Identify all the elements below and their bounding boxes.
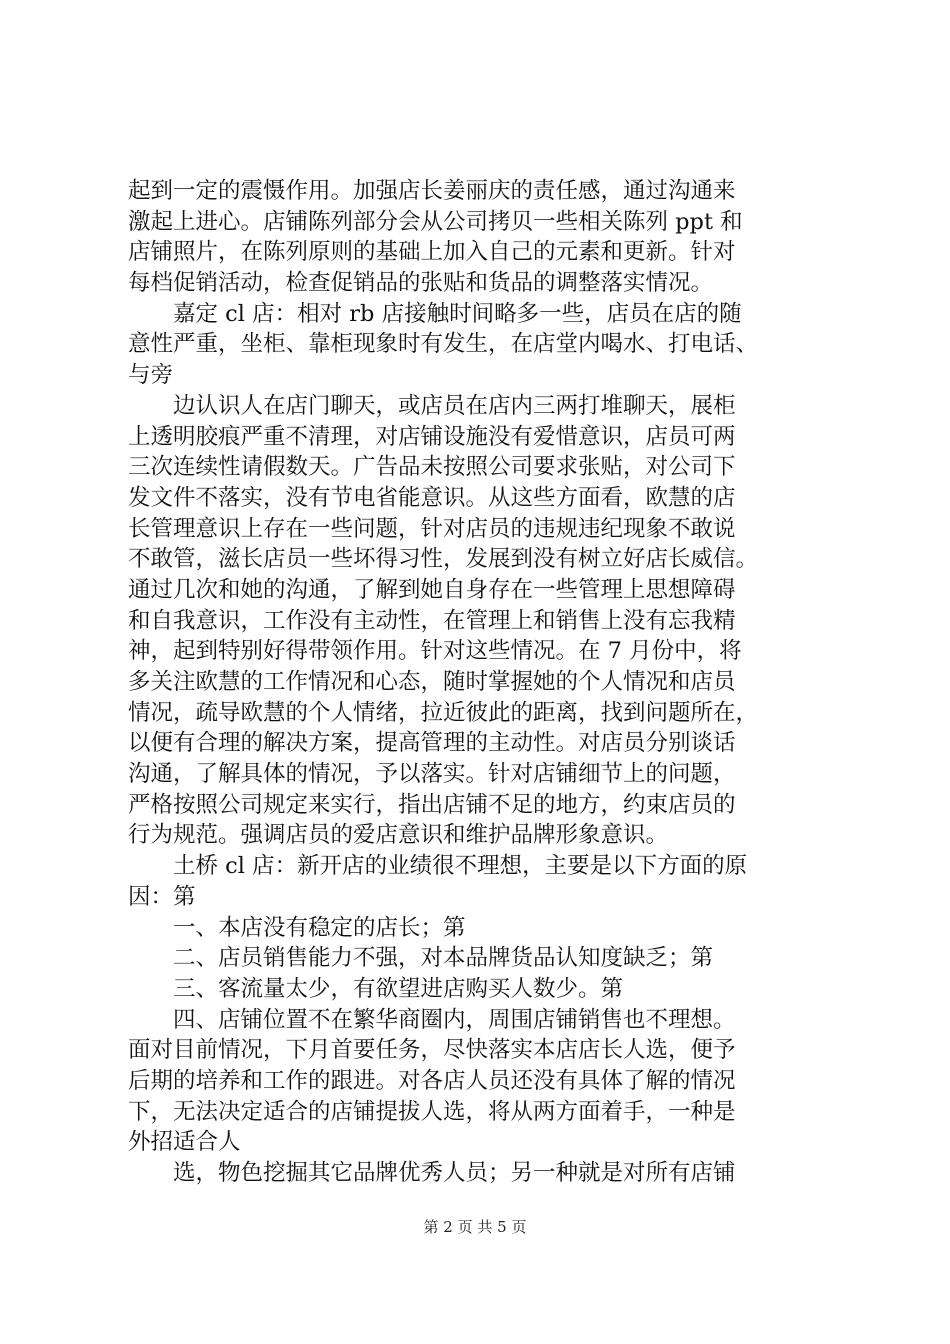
- text-line: 面对目前情况，下月首要任务，尽快落实本店店长人选，便予: [128, 1037, 736, 1064]
- text-line: 二、店员销售能力不强，对本品牌货品认知度缺乏；第: [173, 945, 714, 972]
- text-line: 土桥 cl 店：新开店的业绩很不理想，主要是以下方面的原: [173, 853, 748, 880]
- text-line: 行为规范。强调店员的爱店意识和维护品牌形象意识。: [128, 822, 669, 849]
- text-line: 起到一定的震慑作用。加强店长姜丽庆的责任感，通过沟通来: [128, 178, 736, 204]
- text-line: 后期的培养和工作的跟进。对各店人员还没有具体了解的情况: [128, 1067, 736, 1094]
- page-footer: 第 2 页 共 5 页: [423, 1218, 527, 1236]
- text-line: 沟通，了解具体的情况，予以落实。针对店铺细节上的问题，: [128, 761, 736, 788]
- text-line: 不敢管，滋长店员一些坏得习性，发展到没有树立好店长威信。: [128, 546, 759, 573]
- text-line: 外招适合人: [128, 1129, 241, 1156]
- text-line: 边认识人在店门聊天，或店员在店内三两打堆聊天，展柜: [173, 392, 736, 419]
- text-line: 严格按照公司规定来实行，指出店铺不足的地方，约束店员的: [128, 791, 736, 818]
- text-line: 与旁: [128, 362, 174, 389]
- text-line: 因：第: [128, 883, 196, 910]
- text-line: 每档促销活动，检查促销品的张贴和货品的调整落实情况。: [128, 270, 714, 297]
- text-line: 通过几次和她的沟通，了解到她自身存在一些管理上思想障碍: [128, 576, 736, 603]
- text-line: 四、店铺位置不在繁华商圈内，周围店铺销售也不理想。: [173, 1006, 736, 1033]
- text-line: 三、客流量太少，有欲望进店购买人数少。第: [173, 975, 624, 1002]
- document-body: [128, 176, 828, 1189]
- text-line: 发文件不落实，没有节电省能意识。从这些方面看，欧慧的店: [128, 484, 736, 511]
- text-line: 情况，疏导欧慧的个人情绪，拉近彼此的距离，找到问题所在，: [128, 699, 759, 726]
- text-line: 激起上进心。店铺陈列部分会从公司拷贝一些相关陈列 ppt 和: [128, 208, 743, 235]
- text-line: 下，无法决定适合的店铺提拔人选，将从两方面着手，一种是: [128, 1098, 736, 1125]
- text-line: 神，起到特别好得带领作用。针对这些情况。在 7 月份中，将: [128, 638, 742, 665]
- text-line: 一、本店没有稳定的店长；第: [173, 914, 466, 941]
- text-line: 以便有合理的解决方案，提高管理的主动性。对店员分别谈话: [128, 730, 736, 757]
- text-line: 嘉定 cl 店：相对 rb 店接触时间略多一些，店员在店的随: [173, 300, 742, 327]
- text-line: 三次连续性请假数天。广告品未按照公司要求张贴，对公司下: [128, 454, 736, 481]
- text-line: 长管理意识上存在一些问题，针对店员的违规违纪现象不敢说: [128, 515, 736, 542]
- text-line: 和自我意识，工作没有主动性，在管理上和销售上没有忘我精: [128, 607, 736, 634]
- text-line: 意性严重，坐柜、靠柜现象时有发生，在店堂内喝水、打电话、: [128, 331, 759, 358]
- text-line: 上透明胶痕严重不清理，对店铺设施没有爱惜意识，店员可两: [128, 423, 736, 450]
- text-line: 选，物色挖掘其它品牌优秀人员；另一种就是对所有店铺: [173, 1160, 736, 1186]
- text-line: 店铺照片，在陈列原则的基础上加入自己的元素和更新。针对: [128, 239, 736, 266]
- text-line: 多关注欧慧的工作情况和心态，随时掌握她的个人情况和店员: [128, 669, 736, 695]
